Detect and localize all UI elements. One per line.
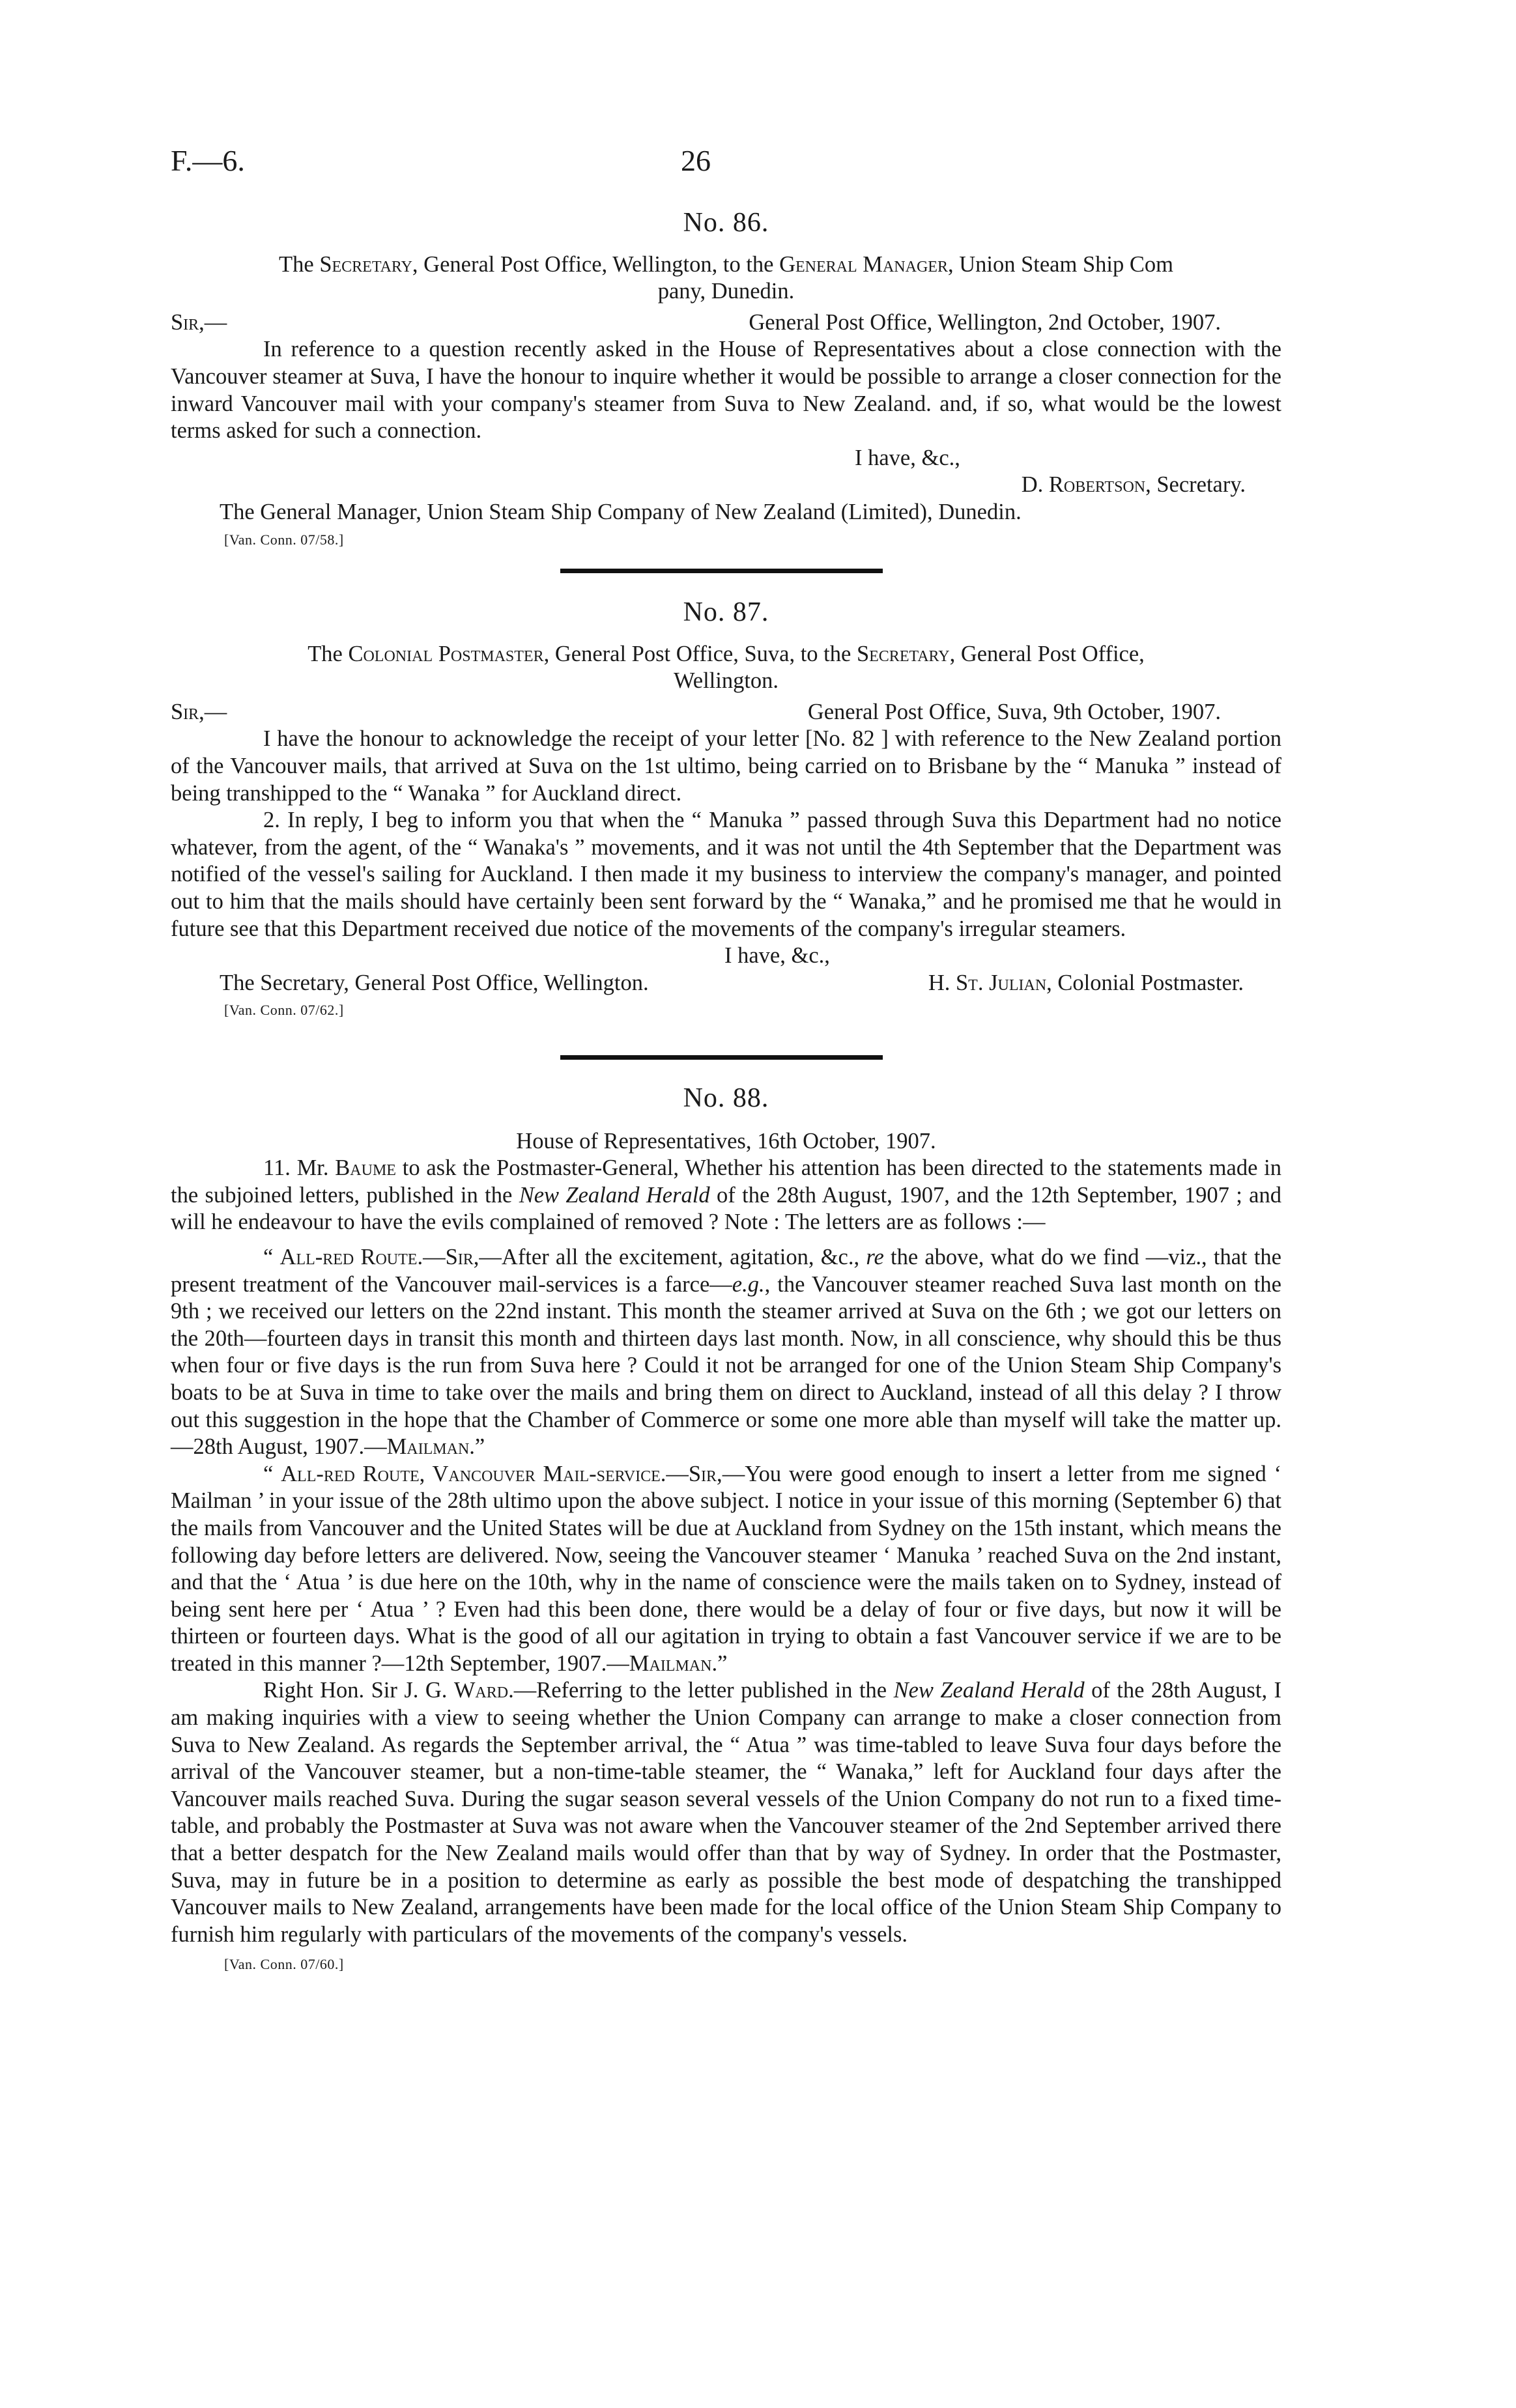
- letter-86-reference: [Van. Conn. 07/58.]: [224, 531, 344, 548]
- letter-86: [171, 210, 1281, 553]
- letter-86-signature: D. Robertson, Secretary.: [1021, 472, 1246, 498]
- letter-87-signature: H. St. Julian, Colonial Postmaster.: [928, 970, 1244, 995]
- letter-87-reference: [Van. Conn. 07/62.]: [224, 1002, 344, 1019]
- series-reference: F.—6.: [171, 144, 245, 177]
- quoted-letter-2: “ All-red Route, Vancouver Mail-service.—Sir,—You were good enough to insert a letter from me signed ‘ Mailman ’ in your issue of the 28th ultimo upon the above subject. I notice in your issue of this morning (September 6) that the mails from Vancouver and the United States will be due at Auckland from Sydney on the 15th instant, which means the following day before letters are delivered. Now, seeing the Vancouver steamer ‘ Manuka ’ reached Suva on the 2nd instant, and that the ‘ Atua ’ is due here on the 10th, why in the name of conscience were the mails taken on to Sydney, instead of being sent here per ‘ Atua ’ ? Even had this been done, there would be a delay of four or five days, but now it will be thirteen or fourteen days. What is the good of all our agitation in trying to obtain a fast Vancouver service if we are to be treated in this manner ?—12th September, 1907.—Mailman.”: [171, 1461, 1281, 1676]
- letter-87-recipient: The Secretary, General Post Office, Wellington.: [220, 970, 649, 995]
- letter-86-address: The Secretary, General Post Office, Wellington, to the General Manager, Union Steam Ship Com pany, Dunedin.: [279, 251, 1173, 304]
- section-88: [171, 1085, 1281, 1978]
- letter-87-dateline: General Post Office, Suva, 9th October, 1907.: [807, 699, 1221, 724]
- section-divider: [560, 569, 883, 573]
- letter-87-closing: I have, &c.,: [724, 943, 830, 969]
- section-88-title: No. 88.: [683, 1083, 769, 1113]
- letter-87-paragraph-2: 2. In reply, I beg to inform you that when the “ Manuka ” passed through Suva this Department had no notice whatever, from the agent, of the “ Wanaka's ” movements, and it was not until the 4th September that the Department was notified of the vessel's sailing for Auckland. I then made it my business to interview the company's manager, and pointed out to him that the mails should have certainly been sent forward by the “ Wanaka,” and he promised me that he would in future see that this Department received due notice of the movements of the company's irregular steamers.: [171, 808, 1281, 941]
- letter-87-salutation: Sir,—: [171, 699, 227, 724]
- letter-86-closing: I have, &c.,: [855, 445, 960, 470]
- letter-87-address: The Colonial Postmaster, General Post Office, Suva, to the Secretary, General Post Office, Wellington.: [307, 641, 1145, 694]
- letter-86-recipient: The General Manager, Union Steam Ship Company of New Zealand (Limited), Dunedin.: [220, 499, 1022, 524]
- letter-87: [171, 599, 1281, 1024]
- section-88-subtitle: House of Representatives, 16th October, 1907.: [516, 1128, 936, 1154]
- letter-86-salutation: Sir,—: [171, 309, 227, 335]
- page-number: 26: [681, 144, 711, 177]
- parliamentary-question: 11. Mr. Baume to ask the Postmaster-General, Whether his attention has been directed to the statements made in the subjoined letters, published in the New Zealand Herald of the 28th August, 1907, and the 12th September, 1907 ; and will he endeavour to have the evils complained of removed ? Note : The letters are as follows :—: [171, 1155, 1281, 1235]
- letter-86-body: In reference to a question recently asked in the House of Representatives about a close connection with the Vancouver steamer at Suva, I have the honour to inquire whether it would be possible to arrange a closer connection for the inward Vancouver mail with your company's steamer from Suva to New Zealand. and, if so, what would be the lowest terms asked for such a connection.: [171, 337, 1281, 444]
- section-88-reference: [Van. Conn. 07/60.]: [224, 1956, 344, 1973]
- letter-87-paragraph-1: I have the honour to acknowledge the receipt of your letter [No. 82 ] with reference to the New Zealand portion of the Vancouver mails, that arrived at Suva on the 1st ultimo, being carried on to Brisbane by the “ Manuka ” instead of being transhipped to the “ Wanaka ” for Auckland direct.: [171, 726, 1281, 806]
- letter-86-dateline: General Post Office, Wellington, 2nd October, 1907.: [749, 309, 1221, 335]
- letter-86-title: No. 86.: [683, 208, 769, 238]
- quoted-letter-1: “ All-red Route.—Sir,—After all the excitement, agitation, &c., re the above, what do we find —viz., that the present treatment of the Vancouver mail-services is a farce—e.g., the Vancouver steamer reached Suva last month on the 9th ; we received our letters on the 22nd instant. This month the steamer arrived at Suva on the 6th ; we got our letters on the 20th—fourteen days in transit this month and thirteen days last month. Now, in all conscience, why should this be thus when four or five days is the run from Suva here ? Could it not be arranged for one of the Union Steam Ship Company's boats to be at Suva in time to take over the mails and bring them on direct to Auckland, instead of all this delay ? I throw out this suggestion in the hope that the Chamber of Commerce or some one more able than myself will take the matter up.—28th August, 1907.—Mailman.”: [171, 1244, 1281, 1460]
- section-divider: [560, 1055, 883, 1060]
- ministerial-answer: Right Hon. Sir J. G. Ward.—Referring to the letter published in the New Zealand Herald of the 28th August, I am making inquiries with a view to seeing whether the Union Company can arrange to make a closer connection from Suva to New Zealand. As regards the September arrival, the “ Atua ” was time-tabled to leave Suva four days before the arrival of the Vancouver steamer, but a non-time-table steamer, the “ Wanaka,” left for Auckland four days after the Vancouver mails reached Suva. During the sugar season several vessels of the Union Company do not run to a fixed time-table, and probably the Postmaster at Suva was not aware when the Vancouver steamer of the 2nd September arrived there that a better despatch for the New Zealand mails would offer than that by way of Sydney. In order that the Postmaster, Suva, may in future be in a position to determine as early as possible the best mode of despatching the transhipped Vancouver mails to New Zealand, arrangements have been made for the local office of the Union Steam Ship Company to furnish him regularly with particulars of the movements of the company's vessels.: [171, 1678, 1282, 1947]
- letter-87-title: No. 87.: [683, 597, 769, 627]
